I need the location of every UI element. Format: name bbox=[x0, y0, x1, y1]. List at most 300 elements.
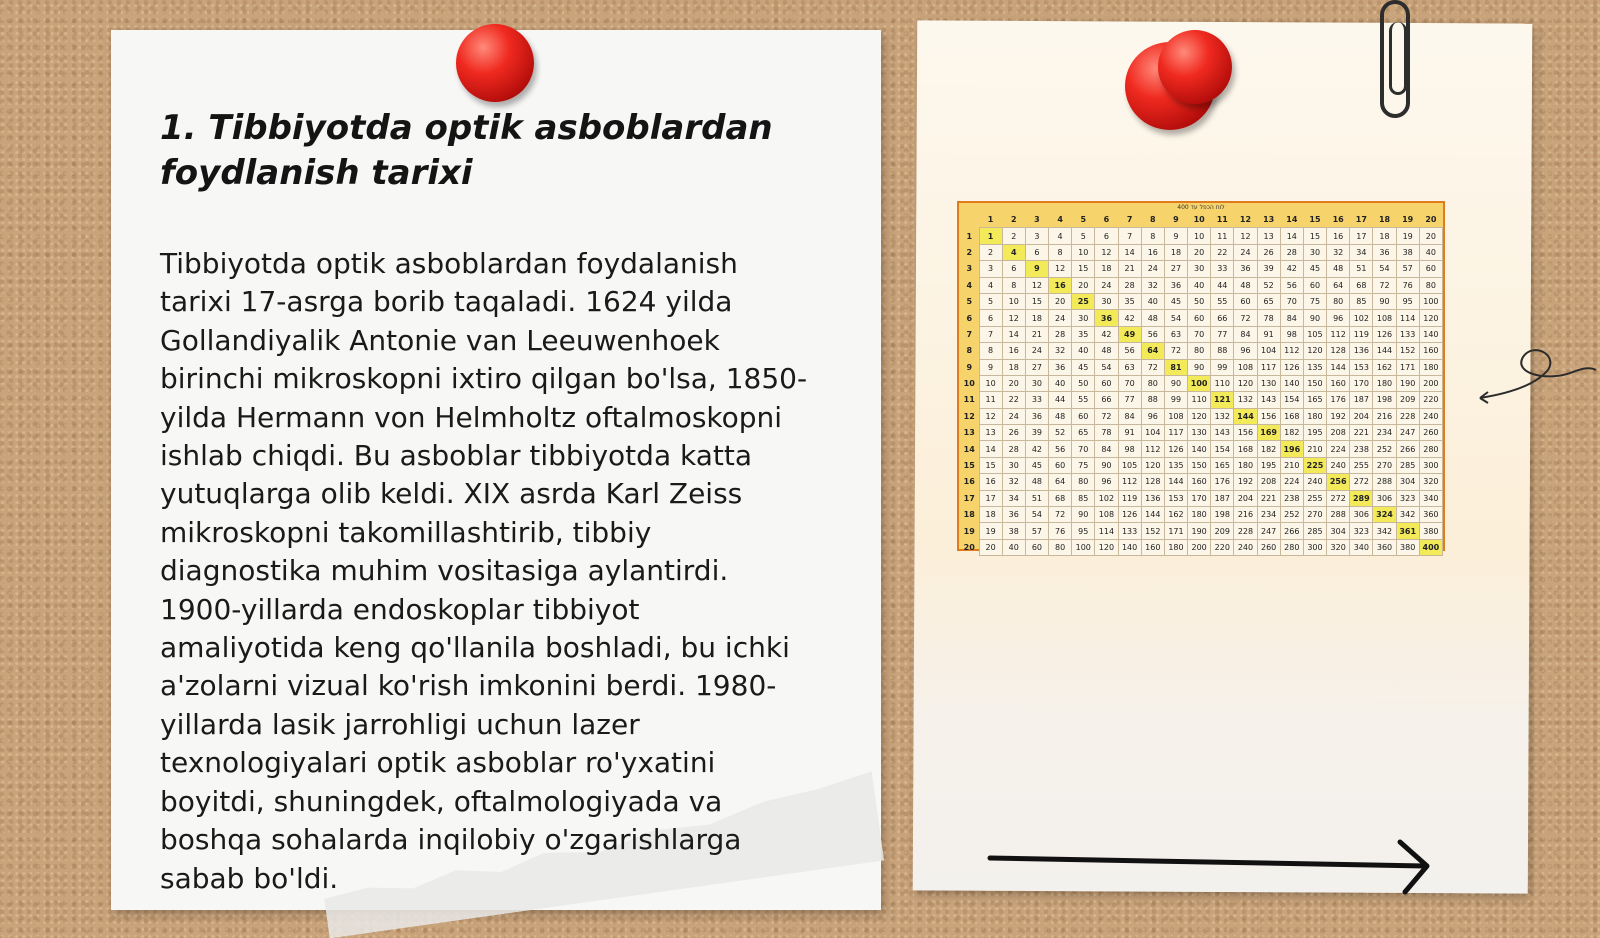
table-cell: 65 bbox=[1072, 425, 1095, 441]
table-cell: 14 bbox=[1002, 326, 1025, 342]
table-cell: 51 bbox=[1350, 261, 1373, 277]
table-cell: 195 bbox=[1257, 457, 1280, 473]
table-cell: 150 bbox=[1188, 457, 1211, 473]
table-cell: 66 bbox=[1095, 392, 1118, 408]
table-cell: 72 bbox=[1095, 408, 1118, 424]
table-cell: 132 bbox=[1234, 392, 1257, 408]
table-cell: 12 bbox=[1002, 310, 1025, 326]
table-cell: 120 bbox=[1234, 375, 1257, 391]
table-cell: 224 bbox=[1327, 441, 1350, 457]
row-header: 20 bbox=[963, 543, 975, 552]
table-cell: 42 bbox=[1118, 310, 1141, 326]
column-header: 11 bbox=[1216, 215, 1228, 225]
table-cell: 132 bbox=[1211, 408, 1234, 424]
table-cell: 171 bbox=[1396, 359, 1419, 375]
table-cell: 45 bbox=[1303, 261, 1326, 277]
table-cell: 39 bbox=[1257, 261, 1280, 277]
table-cell: 198 bbox=[1373, 392, 1396, 408]
table-row bbox=[960, 523, 1443, 539]
table-cell: 143 bbox=[1257, 392, 1280, 408]
table-row bbox=[960, 425, 1443, 441]
table-cell: 306 bbox=[1373, 490, 1396, 506]
table-cell: 42 bbox=[1025, 441, 1048, 457]
table-cell: 80 bbox=[1419, 277, 1442, 293]
table-cell: 60 bbox=[1234, 293, 1257, 309]
table-cell: 180 bbox=[1234, 457, 1257, 473]
table-cell: 143 bbox=[1211, 425, 1234, 441]
table-cell: 99 bbox=[1211, 359, 1234, 375]
table-cell: 77 bbox=[1211, 326, 1234, 342]
table-cell: 320 bbox=[1327, 539, 1350, 555]
table-cell: 104 bbox=[1141, 425, 1164, 441]
row-header: 3 bbox=[966, 264, 973, 274]
table-row bbox=[960, 244, 1443, 260]
table-cell: 165 bbox=[1303, 392, 1326, 408]
table-cell: 54 bbox=[1373, 261, 1396, 277]
table-cell: 216 bbox=[1234, 507, 1257, 523]
table-cell: 95 bbox=[1072, 523, 1095, 539]
table-row bbox=[960, 293, 1443, 309]
paperclip-icon bbox=[1380, 0, 1410, 118]
table-cell: 19 bbox=[1396, 228, 1419, 244]
right-arrow-icon bbox=[985, 838, 1445, 898]
table-cell: 6 bbox=[1095, 228, 1118, 244]
table-cell: 228 bbox=[1396, 408, 1419, 424]
table-cell: 15 bbox=[979, 457, 1002, 473]
row-header: 19 bbox=[963, 526, 975, 536]
table-cell: 13 bbox=[1257, 228, 1280, 244]
table-cell: 3 bbox=[1025, 228, 1048, 244]
table-cell: 28 bbox=[1002, 441, 1025, 457]
column-header: 12 bbox=[1239, 215, 1252, 225]
table-cell: 209 bbox=[1211, 523, 1234, 539]
table-cell: 323 bbox=[1350, 523, 1373, 539]
table-cell: 280 bbox=[1419, 441, 1442, 457]
table-cell: 9 bbox=[1164, 228, 1187, 244]
table-cell: 20 bbox=[1419, 228, 1442, 244]
table-cell: 209 bbox=[1396, 392, 1419, 408]
row-header: 9 bbox=[966, 362, 973, 372]
row-header: 18 bbox=[963, 510, 975, 520]
table-cell: 84 bbox=[1234, 326, 1257, 342]
table-cell: 144 bbox=[1373, 343, 1396, 359]
table-cell: 90 bbox=[1072, 507, 1095, 523]
table-cell: 300 bbox=[1303, 539, 1326, 555]
table-cell: 238 bbox=[1280, 490, 1303, 506]
table-cell: 234 bbox=[1373, 425, 1396, 441]
table-cell: 105 bbox=[1118, 457, 1141, 473]
table-cell: 76 bbox=[1049, 523, 1072, 539]
table-cell: 323 bbox=[1396, 490, 1419, 506]
table-cell: 119 bbox=[1350, 326, 1373, 342]
table-cell: 11 bbox=[979, 392, 1002, 408]
table-cell: 22 bbox=[1002, 392, 1025, 408]
table-cell: 54 bbox=[1095, 359, 1118, 375]
table-cell: 216 bbox=[1373, 408, 1396, 424]
table-cell: 20 bbox=[1049, 293, 1072, 309]
table-cell: 48 bbox=[1095, 343, 1118, 359]
table-row bbox=[960, 277, 1443, 293]
table-cell: 66 bbox=[1211, 310, 1234, 326]
table-cell: 15 bbox=[1025, 293, 1048, 309]
table-cell: 247 bbox=[1257, 523, 1280, 539]
table-cell: 14 bbox=[1118, 244, 1141, 260]
multiplication-grid bbox=[960, 212, 1443, 556]
table-cell: 152 bbox=[1396, 343, 1419, 359]
table-cell: 48 bbox=[1234, 277, 1257, 293]
table-cell: 210 bbox=[1303, 441, 1326, 457]
table-cell: 156 bbox=[1234, 425, 1257, 441]
table-cell: 90 bbox=[1188, 359, 1211, 375]
table-cell: 60 bbox=[1025, 539, 1048, 555]
table-cell: 208 bbox=[1327, 425, 1350, 441]
table-cell: 64 bbox=[1049, 474, 1072, 490]
page-title: 1. Tibbiyotda optik asboblardan foydlanish tarixi bbox=[160, 108, 773, 193]
table-cell: 192 bbox=[1327, 408, 1350, 424]
table-cell: 48 bbox=[1049, 408, 1072, 424]
row-header: 5 bbox=[966, 297, 973, 307]
row-header: 12 bbox=[963, 411, 975, 421]
table-cell: 44 bbox=[1049, 392, 1072, 408]
table-row bbox=[960, 261, 1443, 277]
table-cell-square: 36 bbox=[1095, 310, 1118, 326]
table-cell: 6 bbox=[1025, 244, 1048, 260]
table-cell: 39 bbox=[1025, 425, 1048, 441]
row-header: 1 bbox=[966, 231, 973, 241]
table-cell: 35 bbox=[1072, 326, 1095, 342]
table-cell: 60 bbox=[1095, 375, 1118, 391]
table-cell: 18 bbox=[1373, 228, 1396, 244]
red-pushpin-right-front bbox=[1158, 30, 1232, 104]
table-cell: 80 bbox=[1141, 375, 1164, 391]
table-cell: 165 bbox=[1211, 457, 1234, 473]
table-cell: 156 bbox=[1257, 408, 1280, 424]
table-cell: 24 bbox=[1095, 277, 1118, 293]
table-cell: 180 bbox=[1303, 408, 1326, 424]
table-cell: 96 bbox=[1234, 343, 1257, 359]
table-cell-square: 144 bbox=[1234, 408, 1257, 424]
table-cell: 50 bbox=[1072, 375, 1095, 391]
table-cell: 102 bbox=[1350, 310, 1373, 326]
table-cell: 57 bbox=[1396, 261, 1419, 277]
table-cell: 84 bbox=[1280, 310, 1303, 326]
table-cell-square: 289 bbox=[1350, 490, 1373, 506]
table-cell: 22 bbox=[1211, 244, 1234, 260]
table-cell: 60 bbox=[1419, 261, 1442, 277]
table-cell: 380 bbox=[1396, 539, 1419, 555]
table-cell: 100 bbox=[1419, 293, 1442, 309]
column-header: 1 bbox=[987, 215, 994, 225]
table-cell: 154 bbox=[1211, 441, 1234, 457]
table-cell: 8 bbox=[1049, 244, 1072, 260]
table-row bbox=[960, 539, 1443, 555]
table-cell: 65 bbox=[1257, 293, 1280, 309]
column-header: 13 bbox=[1263, 215, 1275, 225]
table-cell: 136 bbox=[1350, 343, 1373, 359]
table-cell: 260 bbox=[1419, 425, 1442, 441]
column-header: 14 bbox=[1286, 215, 1298, 225]
table-cell: 24 bbox=[1141, 261, 1164, 277]
column-header: 4 bbox=[1057, 215, 1063, 225]
table-row bbox=[960, 375, 1443, 391]
table-cell: 28 bbox=[1118, 277, 1141, 293]
column-header: 15 bbox=[1309, 215, 1321, 225]
table-cell: 240 bbox=[1303, 474, 1326, 490]
table-cell: 48 bbox=[1327, 261, 1350, 277]
table-cell: 380 bbox=[1419, 523, 1442, 539]
table-cell: 100 bbox=[1072, 539, 1095, 555]
table-cell: 280 bbox=[1280, 539, 1303, 555]
table-cell: 45 bbox=[1025, 457, 1048, 473]
table-cell: 91 bbox=[1118, 425, 1141, 441]
table-cell: 15 bbox=[1072, 261, 1095, 277]
table-cell: 105 bbox=[1303, 326, 1326, 342]
table-cell: 210 bbox=[1280, 457, 1303, 473]
table-cell-square: 256 bbox=[1327, 474, 1350, 490]
table-cell: 30 bbox=[1188, 261, 1211, 277]
table-cell: 57 bbox=[1025, 523, 1048, 539]
table-cell: 182 bbox=[1257, 441, 1280, 457]
row-header: 15 bbox=[963, 461, 975, 471]
table-cell: 68 bbox=[1350, 277, 1373, 293]
table-cell: 182 bbox=[1280, 425, 1303, 441]
table-cell: 12 bbox=[1234, 228, 1257, 244]
table-cell: 13 bbox=[979, 425, 1002, 441]
table-cell: 96 bbox=[1095, 474, 1118, 490]
table-cell: 2 bbox=[979, 244, 1002, 260]
table-cell: 340 bbox=[1350, 539, 1373, 555]
table-cell: 90 bbox=[1164, 375, 1187, 391]
table-cell: 98 bbox=[1118, 441, 1141, 457]
table-cell: 51 bbox=[1025, 490, 1048, 506]
table-cell-square: 169 bbox=[1257, 425, 1280, 441]
history-paragraph: Tibbiyotda optik asboblardan foydalanish tarixi 17-asrga borib taqaladi. 1624 yilda Gollandiyalik Antonie van Leeuwenhoek birinchi mikroskopni ixtiro qilgan bo'lsa, 1850-yilda Hermann von Helmholtz oftalmoskopni ishlab chiqdi. Bu asboblar tibbiyotda katta yutuqlarga olib keldi. XIX asrda Karl Zeiss mikroskopni takomillashtirib, tibbiy diagnostika muhim vositasiga aylantirdi. 1900-yillarda endoskoplar tibbiyot amaliyotida keng qo'llanila boshladi, bu ichki a'zolarni vizual ko'rish imkonini berdi. 1980-yillarda lasik jarrohligi uchun lazer texnologiyalari optik asboblar ro'yxatini boyitdi, shuningdek, oftalmologiyada va boshqa sohalarda inqilobiy o'zgarishlarga sabab bo'ldi. bbox=[160, 247, 808, 895]
table-cell: 56 bbox=[1049, 441, 1072, 457]
table-cell: 18 bbox=[979, 507, 1002, 523]
row-header: 7 bbox=[966, 329, 973, 339]
table-cell: 10 bbox=[1072, 244, 1095, 260]
table-cell: 170 bbox=[1350, 375, 1373, 391]
table-cell: 60 bbox=[1188, 310, 1211, 326]
table-cell: 198 bbox=[1211, 507, 1234, 523]
table-cell: 60 bbox=[1303, 277, 1326, 293]
table-cell: 133 bbox=[1118, 523, 1141, 539]
column-header: 6 bbox=[1103, 215, 1110, 225]
table-cell: 340 bbox=[1419, 490, 1442, 506]
table-cell: 117 bbox=[1257, 359, 1280, 375]
table-cell: 26 bbox=[1002, 425, 1025, 441]
table-row bbox=[960, 343, 1443, 359]
multiplication-table bbox=[957, 201, 1445, 551]
table-cell: 220 bbox=[1419, 392, 1442, 408]
table-cell: 80 bbox=[1327, 293, 1350, 309]
table-cell: 252 bbox=[1373, 441, 1396, 457]
table-cell: 153 bbox=[1350, 359, 1373, 375]
table-cell: 224 bbox=[1280, 474, 1303, 490]
table-cell: 60 bbox=[1049, 457, 1072, 473]
table-cell: 176 bbox=[1211, 474, 1234, 490]
table-cell: 140 bbox=[1280, 375, 1303, 391]
table-row bbox=[960, 490, 1443, 506]
table-cell: 108 bbox=[1373, 310, 1396, 326]
table-cell: 56 bbox=[1280, 277, 1303, 293]
table-cell: 126 bbox=[1373, 326, 1396, 342]
table-cell: 153 bbox=[1164, 490, 1187, 506]
table-cell: 40 bbox=[1419, 244, 1442, 260]
table-cell: 68 bbox=[1049, 490, 1072, 506]
table-cell: 50 bbox=[1188, 293, 1211, 309]
table-cell: 171 bbox=[1164, 523, 1187, 539]
table-cell: 20 bbox=[979, 539, 1002, 555]
table-cell-square: 225 bbox=[1303, 457, 1326, 473]
table-cell-square: 4 bbox=[1002, 244, 1025, 260]
table-cell: 144 bbox=[1141, 507, 1164, 523]
table-cell: 187 bbox=[1350, 392, 1373, 408]
table-cell: 10 bbox=[1188, 228, 1211, 244]
table-cell: 16 bbox=[1327, 228, 1350, 244]
table-cell: 160 bbox=[1141, 539, 1164, 555]
table-cell: 136 bbox=[1141, 490, 1164, 506]
table-cell-square: 49 bbox=[1118, 326, 1141, 342]
table-cell: 108 bbox=[1164, 408, 1187, 424]
table-cell: 114 bbox=[1095, 523, 1118, 539]
table-cell-square: 9 bbox=[1025, 261, 1048, 277]
table-cell: 48 bbox=[1025, 474, 1048, 490]
table-cell: 304 bbox=[1396, 474, 1419, 490]
table-cell: 18 bbox=[1164, 244, 1187, 260]
table-cell: 238 bbox=[1350, 441, 1373, 457]
table-cell: 7 bbox=[1118, 228, 1141, 244]
table-cell: 70 bbox=[1118, 375, 1141, 391]
table-cell: 16 bbox=[1141, 244, 1164, 260]
table-cell: 160 bbox=[1419, 343, 1442, 359]
table-cell: 90 bbox=[1095, 457, 1118, 473]
row-header: 6 bbox=[966, 313, 973, 323]
table-cell: 30 bbox=[1303, 244, 1326, 260]
table-cell: 120 bbox=[1141, 457, 1164, 473]
table-cell: 152 bbox=[1141, 523, 1164, 539]
table-cell: 4 bbox=[1049, 228, 1072, 244]
table-cell: 72 bbox=[1049, 507, 1072, 523]
table-cell: 126 bbox=[1280, 359, 1303, 375]
table-row bbox=[960, 474, 1443, 490]
table-cell: 162 bbox=[1164, 507, 1187, 523]
table-cell: 36 bbox=[1025, 408, 1048, 424]
table-cell-square: 324 bbox=[1373, 507, 1396, 523]
table-cell-square: 400 bbox=[1419, 539, 1442, 555]
table-cell: 15 bbox=[1303, 228, 1326, 244]
table-cell: 33 bbox=[1211, 261, 1234, 277]
table-cell: 8 bbox=[1002, 277, 1025, 293]
table-cell: 78 bbox=[1095, 425, 1118, 441]
table-cell: 70 bbox=[1280, 293, 1303, 309]
row-header: 2 bbox=[966, 247, 973, 257]
table-caption: לוח הכפל עד 400 bbox=[1177, 204, 1225, 211]
table-cell: 34 bbox=[1350, 244, 1373, 260]
table-cell: 12 bbox=[979, 408, 1002, 424]
table-cell: 90 bbox=[1373, 293, 1396, 309]
table-cell: 112 bbox=[1327, 326, 1350, 342]
table-cell: 56 bbox=[1118, 343, 1141, 359]
table-cell: 40 bbox=[1049, 375, 1072, 391]
table-cell: 288 bbox=[1327, 507, 1350, 523]
table-cell: 95 bbox=[1396, 293, 1419, 309]
column-header: 2 bbox=[1010, 215, 1017, 225]
table-cell: 240 bbox=[1234, 539, 1257, 555]
table-cell: 112 bbox=[1141, 441, 1164, 457]
table-cell: 14 bbox=[979, 441, 1002, 457]
table-cell: 36 bbox=[1049, 359, 1072, 375]
table-cell: 17 bbox=[979, 490, 1002, 506]
table-cell-square: 25 bbox=[1072, 293, 1095, 309]
table-cell: 234 bbox=[1257, 507, 1280, 523]
table-cell: 176 bbox=[1327, 392, 1350, 408]
table-cell: 12 bbox=[1025, 277, 1048, 293]
table-cell: 320 bbox=[1419, 474, 1442, 490]
red-pushpin-left bbox=[456, 24, 534, 102]
table-cell: 272 bbox=[1327, 490, 1350, 506]
table-cell: 32 bbox=[1002, 474, 1025, 490]
table-cell-square: 81 bbox=[1164, 359, 1187, 375]
table-row bbox=[960, 359, 1443, 375]
table-cell: 208 bbox=[1257, 474, 1280, 490]
table-cell: 190 bbox=[1396, 375, 1419, 391]
table-cell: 140 bbox=[1188, 441, 1211, 457]
table-cell: 117 bbox=[1164, 425, 1187, 441]
table-cell: 28 bbox=[1280, 244, 1303, 260]
table-cell: 306 bbox=[1350, 507, 1373, 523]
table-cell: 30 bbox=[1072, 310, 1095, 326]
table-cell: 18 bbox=[1002, 359, 1025, 375]
table-cell: 128 bbox=[1327, 343, 1350, 359]
table-cell: 228 bbox=[1234, 523, 1257, 539]
table-cell: 285 bbox=[1396, 457, 1419, 473]
table-row bbox=[960, 228, 1443, 244]
table-cell: 75 bbox=[1072, 457, 1095, 473]
table-row bbox=[960, 310, 1443, 326]
table-cell: 80 bbox=[1072, 474, 1095, 490]
table-cell-square: 100 bbox=[1188, 375, 1211, 391]
table-cell: 102 bbox=[1095, 490, 1118, 506]
table-cell: 360 bbox=[1373, 539, 1396, 555]
table-cell: 72 bbox=[1164, 343, 1187, 359]
table-cell: 55 bbox=[1072, 392, 1095, 408]
table-cell: 38 bbox=[1002, 523, 1025, 539]
table-cell: 187 bbox=[1211, 490, 1234, 506]
table-cell: 112 bbox=[1280, 343, 1303, 359]
table-cell: 130 bbox=[1257, 375, 1280, 391]
table-cell: 6 bbox=[1002, 261, 1025, 277]
table-cell: 221 bbox=[1257, 490, 1280, 506]
table-cell: 120 bbox=[1095, 539, 1118, 555]
table-cell: 160 bbox=[1188, 474, 1211, 490]
table-cell: 160 bbox=[1327, 375, 1350, 391]
table-cell: 204 bbox=[1350, 408, 1373, 424]
table-cell: 144 bbox=[1164, 474, 1187, 490]
table-cell: 63 bbox=[1118, 359, 1141, 375]
table-cell: 120 bbox=[1188, 408, 1211, 424]
table-cell: 96 bbox=[1141, 408, 1164, 424]
table-cell: 20 bbox=[1188, 244, 1211, 260]
table-cell: 54 bbox=[1025, 507, 1048, 523]
table-cell: 24 bbox=[1002, 408, 1025, 424]
table-cell: 36 bbox=[1234, 261, 1257, 277]
table-cell: 200 bbox=[1188, 539, 1211, 555]
table-cell: 63 bbox=[1164, 326, 1187, 342]
table-cell: 170 bbox=[1188, 490, 1211, 506]
table-cell: 304 bbox=[1327, 523, 1350, 539]
table-cell: 28 bbox=[1049, 326, 1072, 342]
